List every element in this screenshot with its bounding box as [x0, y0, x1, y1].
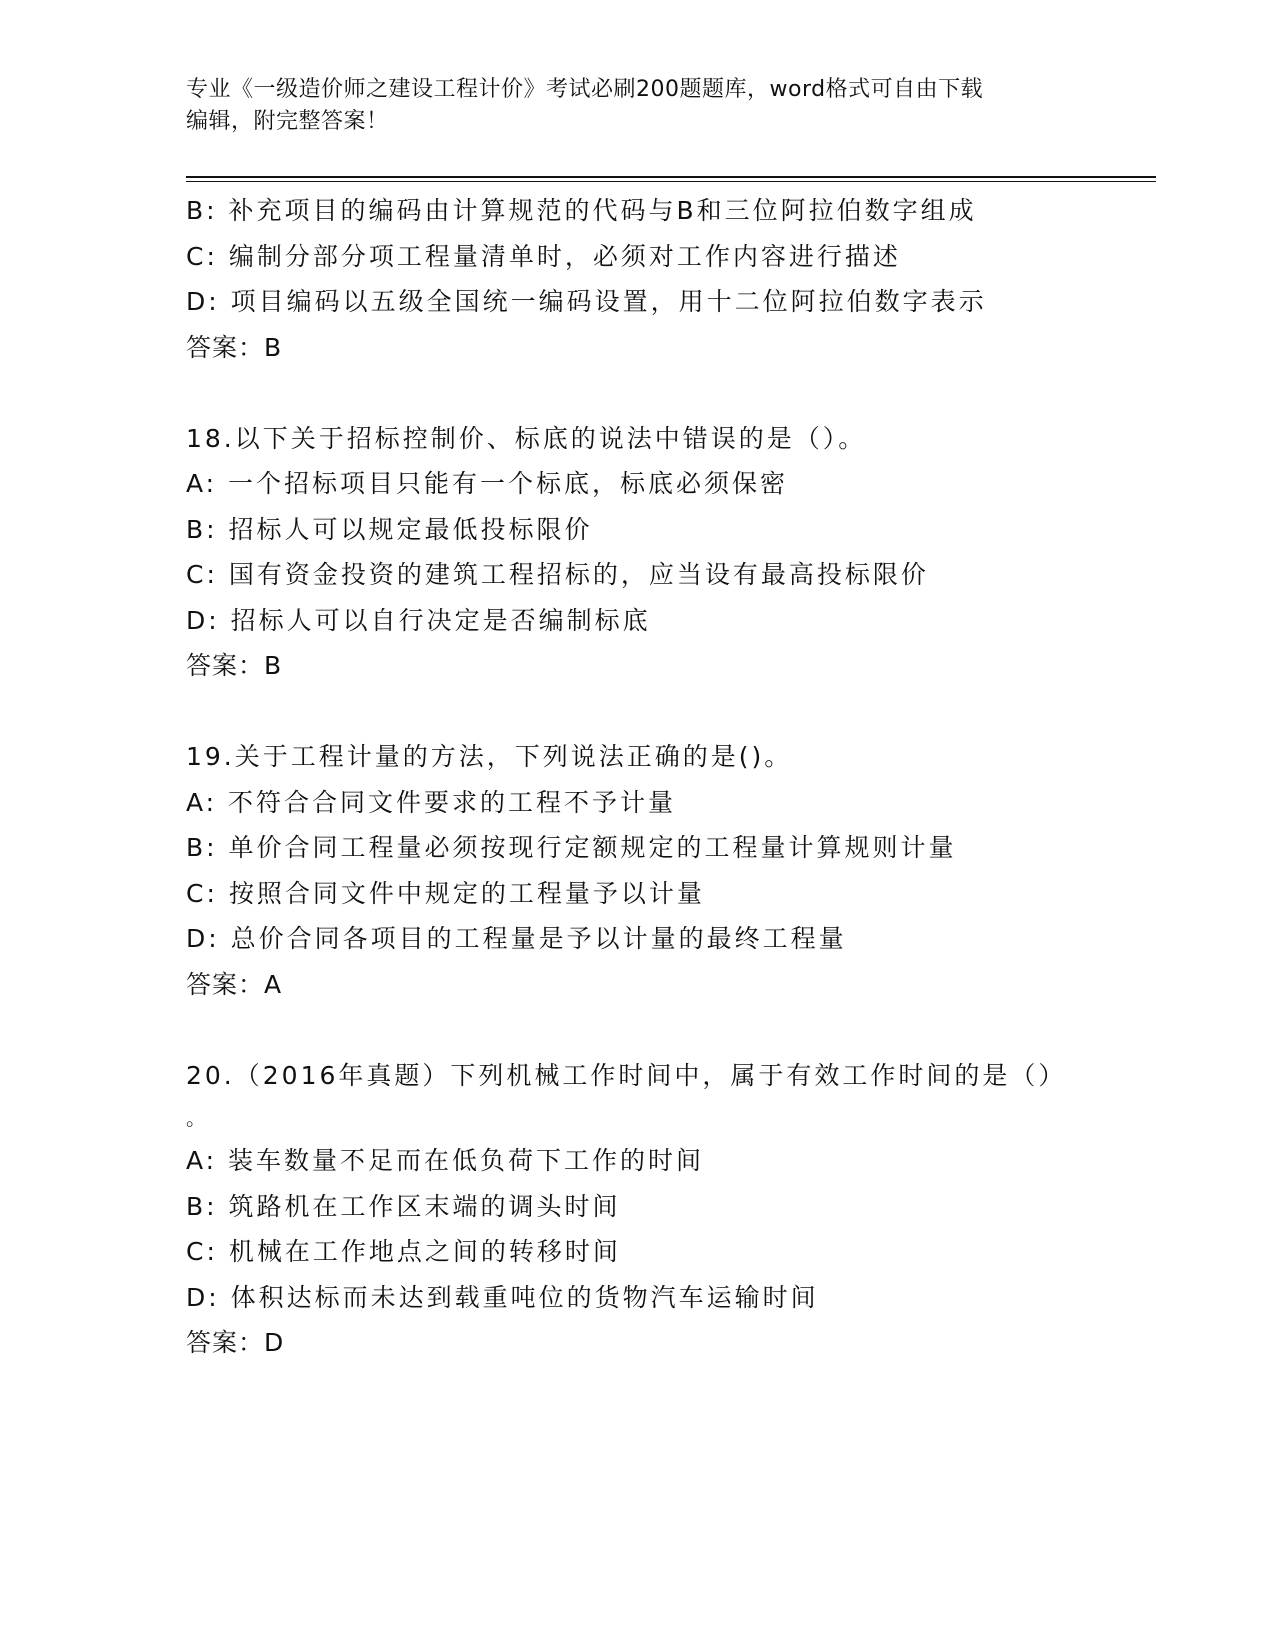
header-line-2: 编辑，附完整答案！ [186, 109, 389, 134]
option-a: A: 不符合合同文件要求的工程不予计量 [186, 787, 677, 817]
answer: 答案：B [186, 332, 283, 362]
header-divider-thin [186, 181, 1156, 182]
question-20 [186, 1053, 1086, 1366]
answer: 答案：B [186, 651, 283, 680]
option-a: A: 装车数量不足而在低负荷下工作的时间 [186, 1146, 705, 1175]
option-d: D: 总价合同各项目的工程量是予以计量的最终工程量 [186, 924, 847, 953]
header-divider-thick [186, 176, 1156, 178]
option-d: D: 体积达标而未达到载重吨位的货物汽车运输时间 [186, 1282, 819, 1312]
option-b: B: 招标人可以规定最低投标限价 [186, 514, 593, 544]
option-c: C: 编制分部分项工程量清单时，必须对工作内容进行描述 [186, 241, 901, 271]
option-d: D: 招标人可以自行决定是否编制标底 [186, 605, 651, 635]
option-b: B: 筑路机在工作区末端的调头时间 [186, 1191, 621, 1221]
question-stem: 19.关于工程计量的方法，下列说法正确的是()。 [186, 742, 793, 771]
document-header [186, 74, 1066, 138]
option-c: C: 机械在工作地点之间的转移时间 [186, 1237, 621, 1266]
option-c: C: 国有资金投资的建筑工程招标的，应当设有最高投标限价 [186, 560, 929, 589]
answer: 答案：A [186, 969, 283, 999]
question-stem: 18.以下关于招标控制价、标底的说法中错误的是（）。 [186, 423, 867, 453]
question-stem-continuation: 。 [186, 1106, 209, 1130]
answer: 答案：D [186, 1328, 285, 1357]
question-stem: 20.（2016年真题）下列机械工作时间中，属于有效工作时间的是（） [186, 1060, 1067, 1090]
question-17-continued [186, 188, 1086, 370]
question-19 [186, 734, 1086, 1007]
option-b: B: 补充项目的编码由计算规范的代码与B和三位阿拉伯数字组成 [186, 196, 977, 225]
option-c: C: 按照合同文件中规定的工程量予以计量 [186, 878, 705, 908]
spacer [186, 1007, 1086, 1053]
spacer [186, 689, 1086, 735]
question-18 [186, 416, 1086, 689]
question-content [186, 188, 1086, 1366]
option-d: D: 项目编码以五级全国统一编码设置，用十二位阿拉伯数字表示 [186, 287, 987, 316]
option-b: B: 单价合同工程量必须按现行定额规定的工程量计算规则计量 [186, 833, 957, 862]
option-a: A: 一个招标项目只能有一个标底，标底必须保密 [186, 469, 789, 498]
header-line-1: 专业《一级造价师之建设工程计价》考试必刷200题题库，word格式可自由下载 [186, 77, 984, 102]
spacer [186, 370, 1086, 416]
